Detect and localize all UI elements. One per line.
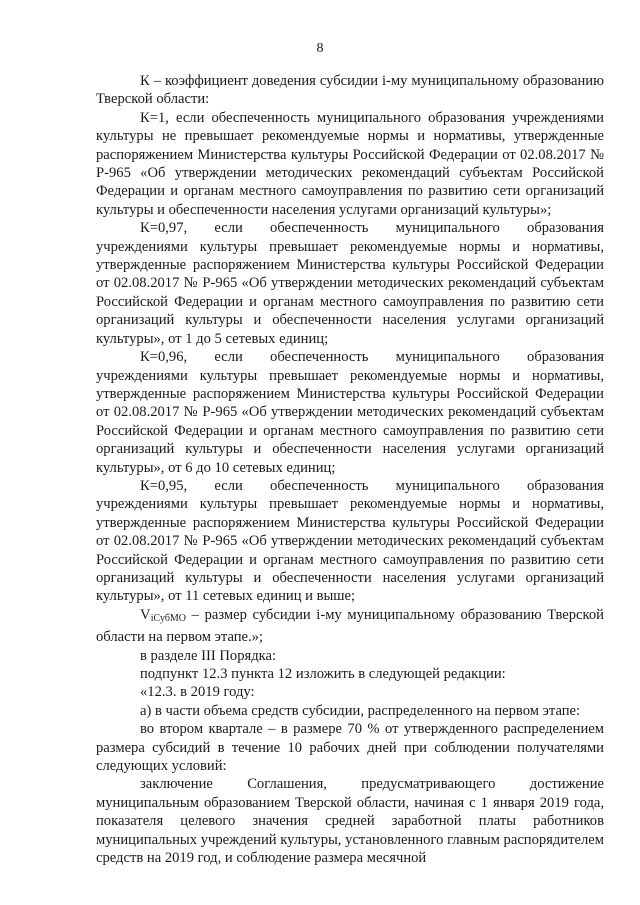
paragraph-subclause: подпункт 12.3 пункта 12 изложить в следующей редакции: [140, 666, 506, 682]
paragraph-clause-12-3-a: а) в части объема средств субсидии, распределенного на первом этапе: [140, 702, 581, 719]
paragraph-k-095: К=0,95, если обеспеченность муниципального образования учреждениями культуры превышает рекомендуемые нормы и нормативы, утвержденные распоряжением Министерства культуры Российской Федерации от 02.08.2017 № Р-965 «Об утверждении методических рекомендаций субъектам Российской Федерации и органам местного самоуправления по развитию сети организаций культуры и обеспеченности населения услугами организаций культуры», от 11 сетевых единиц и выше; [96, 477, 604, 605]
page-number: 8 [316, 41, 324, 56]
paragraph-k-097: К=0,97, если обеспеченность муниципального образования учреждениями культуры превышает рекомендуемые нормы и нормативы, утвержденные распоряжением Министерства культуры Российской Федерации от 02.08.2017 № Р-965 «Об утверждении методических рекомендаций субъектам Российской Федерации и органам местного самоуправления по развитию сети организаций культуры и обеспеченности населения услугами организаций культуры», от 1 до 5 сетевых единиц; [96, 220, 604, 347]
v-symbol: V [140, 606, 151, 623]
paragraph-k-096: К=0,96, если обеспеченность муниципального образования учреждениями культуры превышает рекомендуемые нормы и нормативы, утвержденные распоряжением Министерства культуры Российской Федерации от 02.08.2017 № Р-965 «Об утверждении методических рекомендаций субъектам Российской Федерации и органам местного самоуправления по развитию сети организаций культуры и обеспеченности населения услугами организаций культуры», от 6 до 10 сетевых единиц; [96, 349, 604, 476]
paragraph-section-3: в разделе III Порядка: [140, 647, 277, 664]
paragraph-v-term [96, 606, 604, 647]
paragraph-agreement: заключение Соглашения, предусматривающего достижение муниципальным образованием Тверской области, начиная с 1 января 2019 года, показателя целевого значения средней заработной платы работников муниципальных учреждений культуры, установленного главным распорядителем средств на 2019 год, и соблюдение размера месячной [96, 776, 604, 867]
v-term-text: – размер субсидии i-му муниципальному образованию Тверской области на первом этапе.»; [96, 606, 604, 646]
paragraph-second-quarter: во втором квартале – в размере 70 % от утвержденного распределением размера субсидий в течение 10 рабочих дней при соблюдении получателями следующих условий: [96, 721, 604, 775]
paragraph-k-definition: К – коэффициент доведения субсидии i-му муниципальному образованию Тверской области: [96, 73, 604, 108]
paragraph-clause-12-3: «12.3. в 2019 году: [140, 684, 255, 701]
paragraph-k-1: К=1, если обеспеченность муниципального образования учреждениями культуры не превышает рекомендуемые нормы и нормативы, утвержденные распоряжением Министерства культуры Российской Федерации от 02.08.2017 № Р-965 «Об утверждении методических рекомендаций субъектам Российской Федерации и органам местного самоуправления по развитию сети организаций культуры и обеспеченности населения услугами организаций культуры»; [96, 109, 604, 218]
document-body [96, 72, 604, 867]
v-subscript: iСубМО [150, 612, 187, 624]
